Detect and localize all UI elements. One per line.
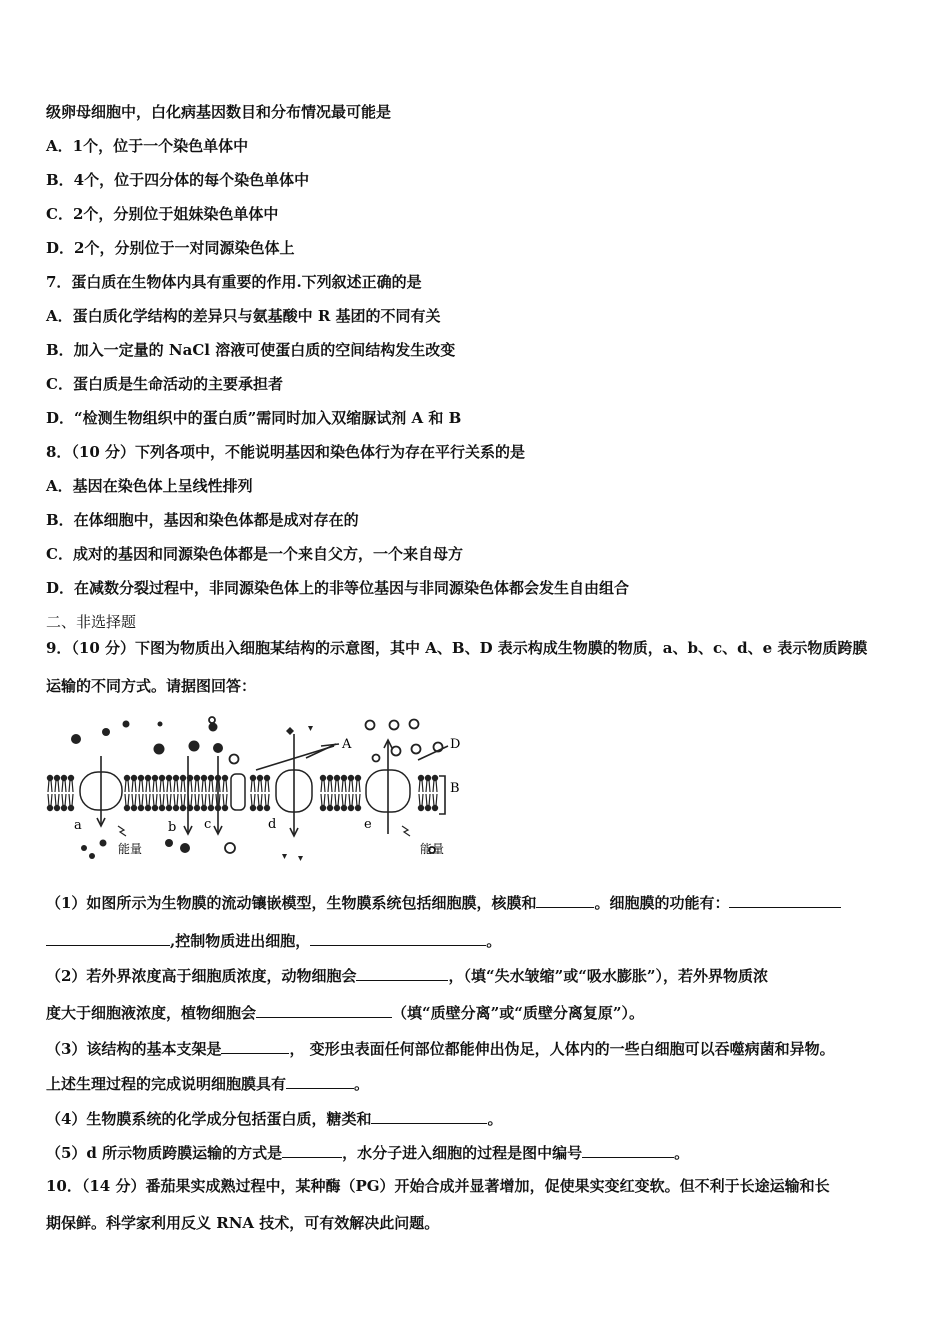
blank[interactable] [256, 1002, 392, 1018]
question-10-stem-line1: 10．（14 分）番茄果实成熟过程中，某种酶（PG）开始合成并显著增加，促使果实变红变软。但不利于长途运输和长 [46, 1177, 830, 1195]
label-b: b [168, 820, 177, 835]
label-D: D [450, 737, 461, 752]
q9-part-1-line1: （1）如图所示为生物膜的流动镶嵌模型，生物膜系统包括细胞膜，核膜和 。细胞膜的功能有： [46, 892, 841, 913]
label-c: c [204, 817, 212, 832]
q7-option-c: C．蛋白质是生命活动的主要承担者 [46, 375, 283, 393]
label-B: B [450, 781, 460, 796]
q6-option-b: B．4个，位于四分体的每个染色单体中 [46, 171, 310, 189]
q7-option-d: D．“检测生物组织中的蛋白质”需同时加入双缩脲试剂 A 和 B [46, 409, 462, 427]
blank[interactable] [310, 930, 486, 946]
blank[interactable] [221, 1038, 289, 1054]
q6-option-a: A．1个，位于一个染色单体中 [46, 137, 249, 155]
q8-option-b: B．在体细胞中，基因和染色体都是成对存在的 [46, 511, 359, 529]
blank[interactable] [46, 930, 170, 946]
q9-part-2-line1: （2）若外界浓度高于细胞质浓度，动物细胞会 ，（填“失水皱缩”或“吸水膨胀”），若外界物质浓 [46, 967, 768, 985]
q8-option-a: A．基因在染色体上呈线性排列 [46, 477, 253, 495]
label-e: e [364, 817, 372, 832]
question-7-stem: 7．蛋白质在生物体内具有重要的作用.下列叙述正确的是 [46, 273, 422, 291]
question-8-stem: 8．（10 分）下列各项中，不能说明基因和染色体行为存在平行关系的是 [46, 443, 526, 461]
q9-part-5: （5）d 所示物质跨膜运输的方式是 ，水分子进入细胞的过程是图中编号 。 [46, 1144, 690, 1162]
q6-option-d: D．2个，分别位于一对同源染色体上 [46, 239, 295, 257]
question-6-stem-continued: 级卵母细胞中，白化病基因数目和分布情况最可能是 [46, 103, 392, 121]
q9-part-2-line2: 度大于细胞液浓度，植物细胞会 （填“质壁分离”或“质壁分离复原”）。 [46, 1004, 645, 1022]
q9-part-1-line2: ,控制物质进出细胞， 。 [46, 930, 501, 951]
q9-part-3-line1: （3）该结构的基本支架是 ， 变形虫表面任何部位都能伸出伪足，人体内的一些白细胞可以吞噬病菌和异物。 [46, 1040, 835, 1058]
q8-option-c: C．成对的基因和同源染色体都是一个来自父方，一个来自母方 [46, 545, 463, 563]
label-d: d [268, 817, 277, 832]
question-9-stem-line2: 运输的不同方式。请据图回答： [46, 677, 257, 695]
membrane-diagram [46, 716, 466, 861]
label-A: A [342, 737, 352, 752]
blank[interactable] [729, 892, 841, 908]
blank[interactable] [286, 1073, 354, 1089]
blank[interactable] [282, 1142, 342, 1158]
blank[interactable] [371, 1108, 487, 1124]
blank[interactable] [582, 1142, 674, 1158]
q7-option-b: B．加入一定量的 NaCl 溶液可使蛋白质的空间结构发生改变 [46, 341, 456, 359]
energy-label-2: 能量 [420, 842, 445, 856]
q8-option-d: D．在减数分裂过程中，非同源染色体上的非等位基因与非同源染色体都会发生自由组合 [46, 579, 630, 597]
section-heading: 二、非选择题 [46, 613, 137, 631]
label-a: a [74, 818, 82, 833]
blank[interactable] [356, 965, 448, 981]
question-9-stem-line1: 9．（10 分）下图为物质出入细胞某结构的示意图，其中 A、B、D 表示构成生物膜的物质，a、b、c、d、e 表示物质跨膜 [46, 639, 868, 657]
q9-part-3-line2: 上述生理过程的完成说明细胞膜具有 。 [46, 1075, 370, 1093]
q9-part-4: （4）生物膜系统的化学成分包括蛋白质，糖类和 。 [46, 1110, 503, 1128]
blank[interactable] [536, 892, 594, 908]
energy-label-1: 能量 [118, 842, 143, 856]
q6-option-c: C．2个，分别位于姐妹染色单体中 [46, 205, 279, 223]
q7-option-a: A．蛋白质化学结构的差异只与氨基酸中 R 基团的不同有关 [46, 307, 441, 325]
question-10-stem-line2: 期保鲜。科学家利用反义 RNA 技术，可有效解决此问题。 [46, 1214, 440, 1232]
